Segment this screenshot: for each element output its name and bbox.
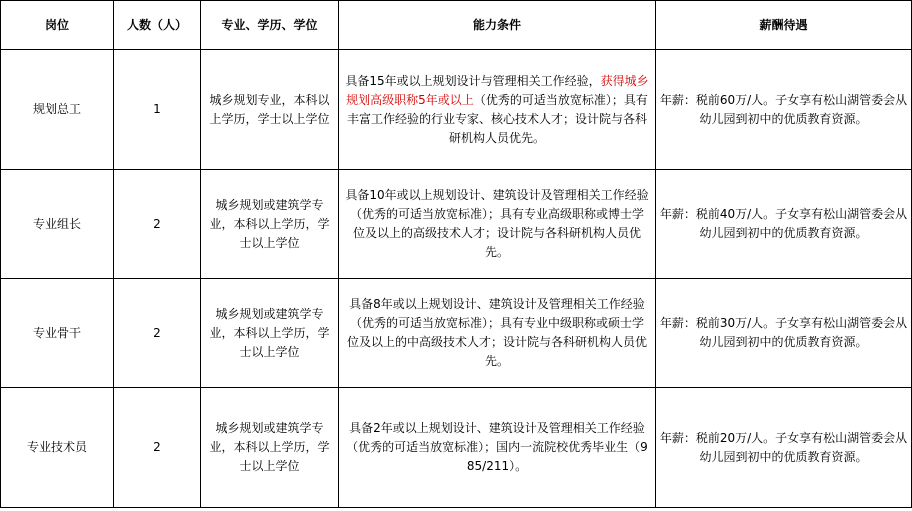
ability-highlight: 获得城乡规划高级职称5年或以上 — [346, 73, 649, 107]
table-row — [1, 50, 912, 170]
cell-position: 专业骨干 — [1, 279, 114, 388]
header-ability: 能力条件 — [339, 1, 656, 50]
cell-ability: 具备2年或以上规划设计、建筑设计及管理相关工作经验（优秀的可适当放宽标准）；国内一流院校优秀毕业生（985/211）。 — [339, 388, 656, 508]
cell-ability: 具备10年或以上规划设计、建筑设计及管理相关工作经验（优秀的可适当放宽标准）；具有专业高级职称或博士学位及以上的高级技术人才；设计院与各科研机构人员优先。 — [339, 170, 656, 279]
header-count: 人数（人） — [114, 1, 201, 50]
table-row — [1, 279, 912, 388]
cell-salary: 年薪：税前30万/人。子女享有松山湖管委会从幼儿园到初中的优质教育资源。 — [656, 279, 912, 388]
cell-salary: 年薪：税前20万/人。子女享有松山湖管委会从幼儿园到初中的优质教育资源。 — [656, 388, 912, 508]
cell-education: 城乡规划或建筑学专业，本科以上学历，学士以上学位 — [201, 388, 339, 508]
header-education: 专业、学历、学位 — [201, 1, 339, 50]
cell-education: 城乡规划专业，本科以上学历，学士以上学位 — [201, 50, 339, 170]
cell-ability: 具备8年或以上规划设计、建筑设计及管理相关工作经验（优秀的可适当放宽标准）；具有专业中级职称或硕士学位及以上的中高级技术人才；设计院与各科研机构人员优先。 — [339, 279, 656, 388]
cell-count: 2 — [114, 170, 201, 279]
cell-count: 2 — [114, 388, 201, 508]
cell-count: 2 — [114, 279, 201, 388]
ability-text: （优秀的可适当放宽标准）；具有丰富工作经验的行业专家、核心技术人才；设计院与各科研机构人员优先。 — [346, 92, 648, 145]
header-row — [1, 1, 912, 50]
header-salary: 薪酬待遇 — [656, 1, 912, 50]
cell-salary: 年薪：税前60万/人。子女享有松山湖管委会从幼儿园到初中的优质教育资源。 — [656, 50, 912, 170]
table-row — [1, 388, 912, 508]
cell-salary: 年薪：税前40万/人。子女享有松山湖管委会从幼儿园到初中的优质教育资源。 — [656, 170, 912, 279]
cell-ability — [339, 50, 656, 170]
cell-position: 专业组长 — [1, 170, 114, 279]
cell-education: 城乡规划或建筑学专业，本科以上学历，学士以上学位 — [201, 170, 339, 279]
table-row — [1, 170, 912, 279]
cell-count: 1 — [114, 50, 201, 170]
cell-position: 专业技术员 — [1, 388, 114, 508]
cell-position: 规划总工 — [1, 50, 114, 170]
cell-education: 城乡规划或建筑学专业，本科以上学历，学士以上学位 — [201, 279, 339, 388]
ability-text: 具备15年或以上规划设计与管理相关工作经验， — [345, 73, 601, 88]
header-position: 岗位 — [1, 1, 114, 50]
